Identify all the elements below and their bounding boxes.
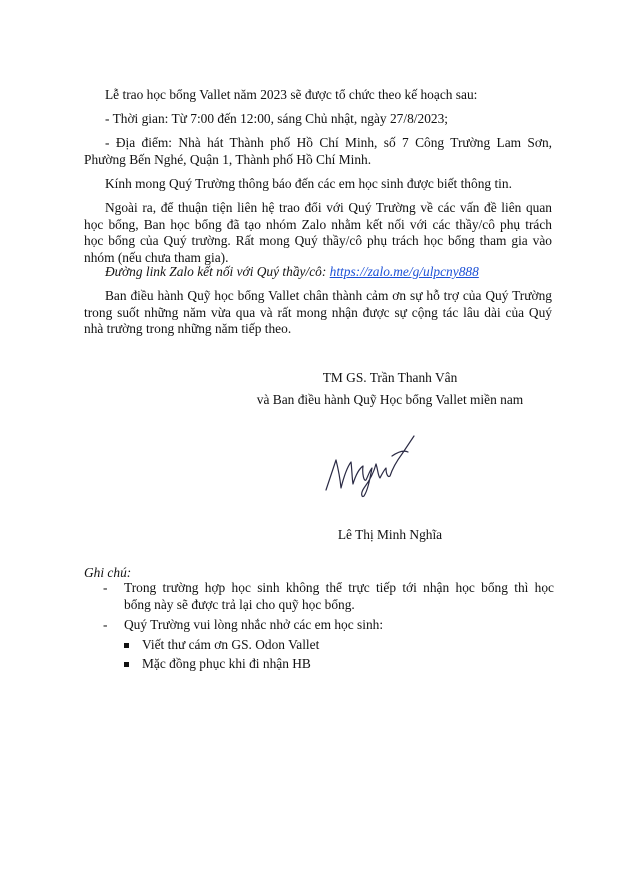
zalo-line-3: học bổng của Quý trường. Rất mong Quý thầy/cô phụ trách học bổng tham gia vào [84, 233, 552, 249]
thanks-line-2: trong suốt những năm vừa qua và rất mong nhận được sự cộng tác lâu dài của Quý [84, 304, 552, 320]
signature-block [240, 370, 540, 409]
location-paragraph [84, 135, 552, 168]
location-line-1: - Địa điểm: Nhà hát Thành phố Hồ Chí Minh, số 7 Công Trường Lam Sơn, [105, 135, 552, 150]
zalo-line-4: nhóm (nếu chưa tham gia). [84, 249, 229, 265]
square-bullet-icon [124, 643, 129, 648]
zalo-paragraph [84, 200, 552, 266]
thanks-line-1: Ban điều hành Quỹ học bổng Vallet chân thành cảm ơn sự hỗ trợ của Quý Trường [105, 288, 552, 303]
note-subitem-2-text: Mặc đồng phục khi đi nhận HB [142, 656, 311, 671]
time-paragraph [84, 111, 552, 128]
thanks-line-3: nhà trường trong những năm tiếp theo. [84, 321, 292, 337]
zalo-link[interactable]: https://zalo.me/g/ulpcny888 [329, 264, 479, 279]
signer-name: Lê Thị Minh Nghĩa [337, 527, 443, 542]
time-text: - Thời gian: Từ 7:00 đến 12:00, sáng Chủ nhật, ngày 27/8/2023; [105, 111, 449, 126]
inform-paragraph [84, 176, 552, 193]
intro-text: Lễ trao học bổng Vallet năm 2023 sẽ được tổ chức theo kế hoạch sau: [105, 87, 478, 102]
note-item-1-text: Trong trường hợp học sinh không thể trực tiếp tới nhận học bổng thì học bổng này sẽ được trả lại cho quỹ học bổng. [124, 580, 554, 612]
square-bullet-icon [124, 662, 129, 667]
sign-committee: và Ban điều hành Quỹ Học bổng Vallet miền nam [256, 392, 524, 407]
sign-on-behalf: TM GS. Trần Thanh Vân [322, 370, 458, 385]
location-line-2: Phường Bến Nghé, Quận 1, Thành phố Hồ Chí Minh. [84, 151, 372, 167]
note-item-2-text: Quý Trường vui lòng nhắc nhở các em học sinh: [124, 617, 384, 632]
zalo-line-1: Ngoài ra, để thuận tiện liên hệ trao đổi với Quý Trường về các vấn đề liên quan [105, 200, 552, 215]
thanks-paragraph [84, 288, 552, 338]
intro-paragraph [84, 87, 552, 104]
note-subitem-1-text: Viết thư cám ơn GS. Odon Vallet [142, 637, 320, 652]
inform-text: Kính mong Quý Trường thông báo đến các em học sinh được biết thông tin. [105, 176, 512, 191]
zalo-link-paragraph [84, 264, 552, 281]
notes-title: Ghi chú: [84, 565, 132, 580]
zalo-link-label: Đường link Zalo kết nối với Quý thầy/cô: [105, 264, 330, 279]
handwritten-signature [318, 418, 418, 508]
dash-marker: - [103, 617, 108, 632]
zalo-line-2: học bổng, Ban học bổng đã tạo nhóm Zalo nhằm kết nối với các thầy/cô phụ trách [84, 216, 552, 232]
dash-marker: - [103, 580, 108, 595]
